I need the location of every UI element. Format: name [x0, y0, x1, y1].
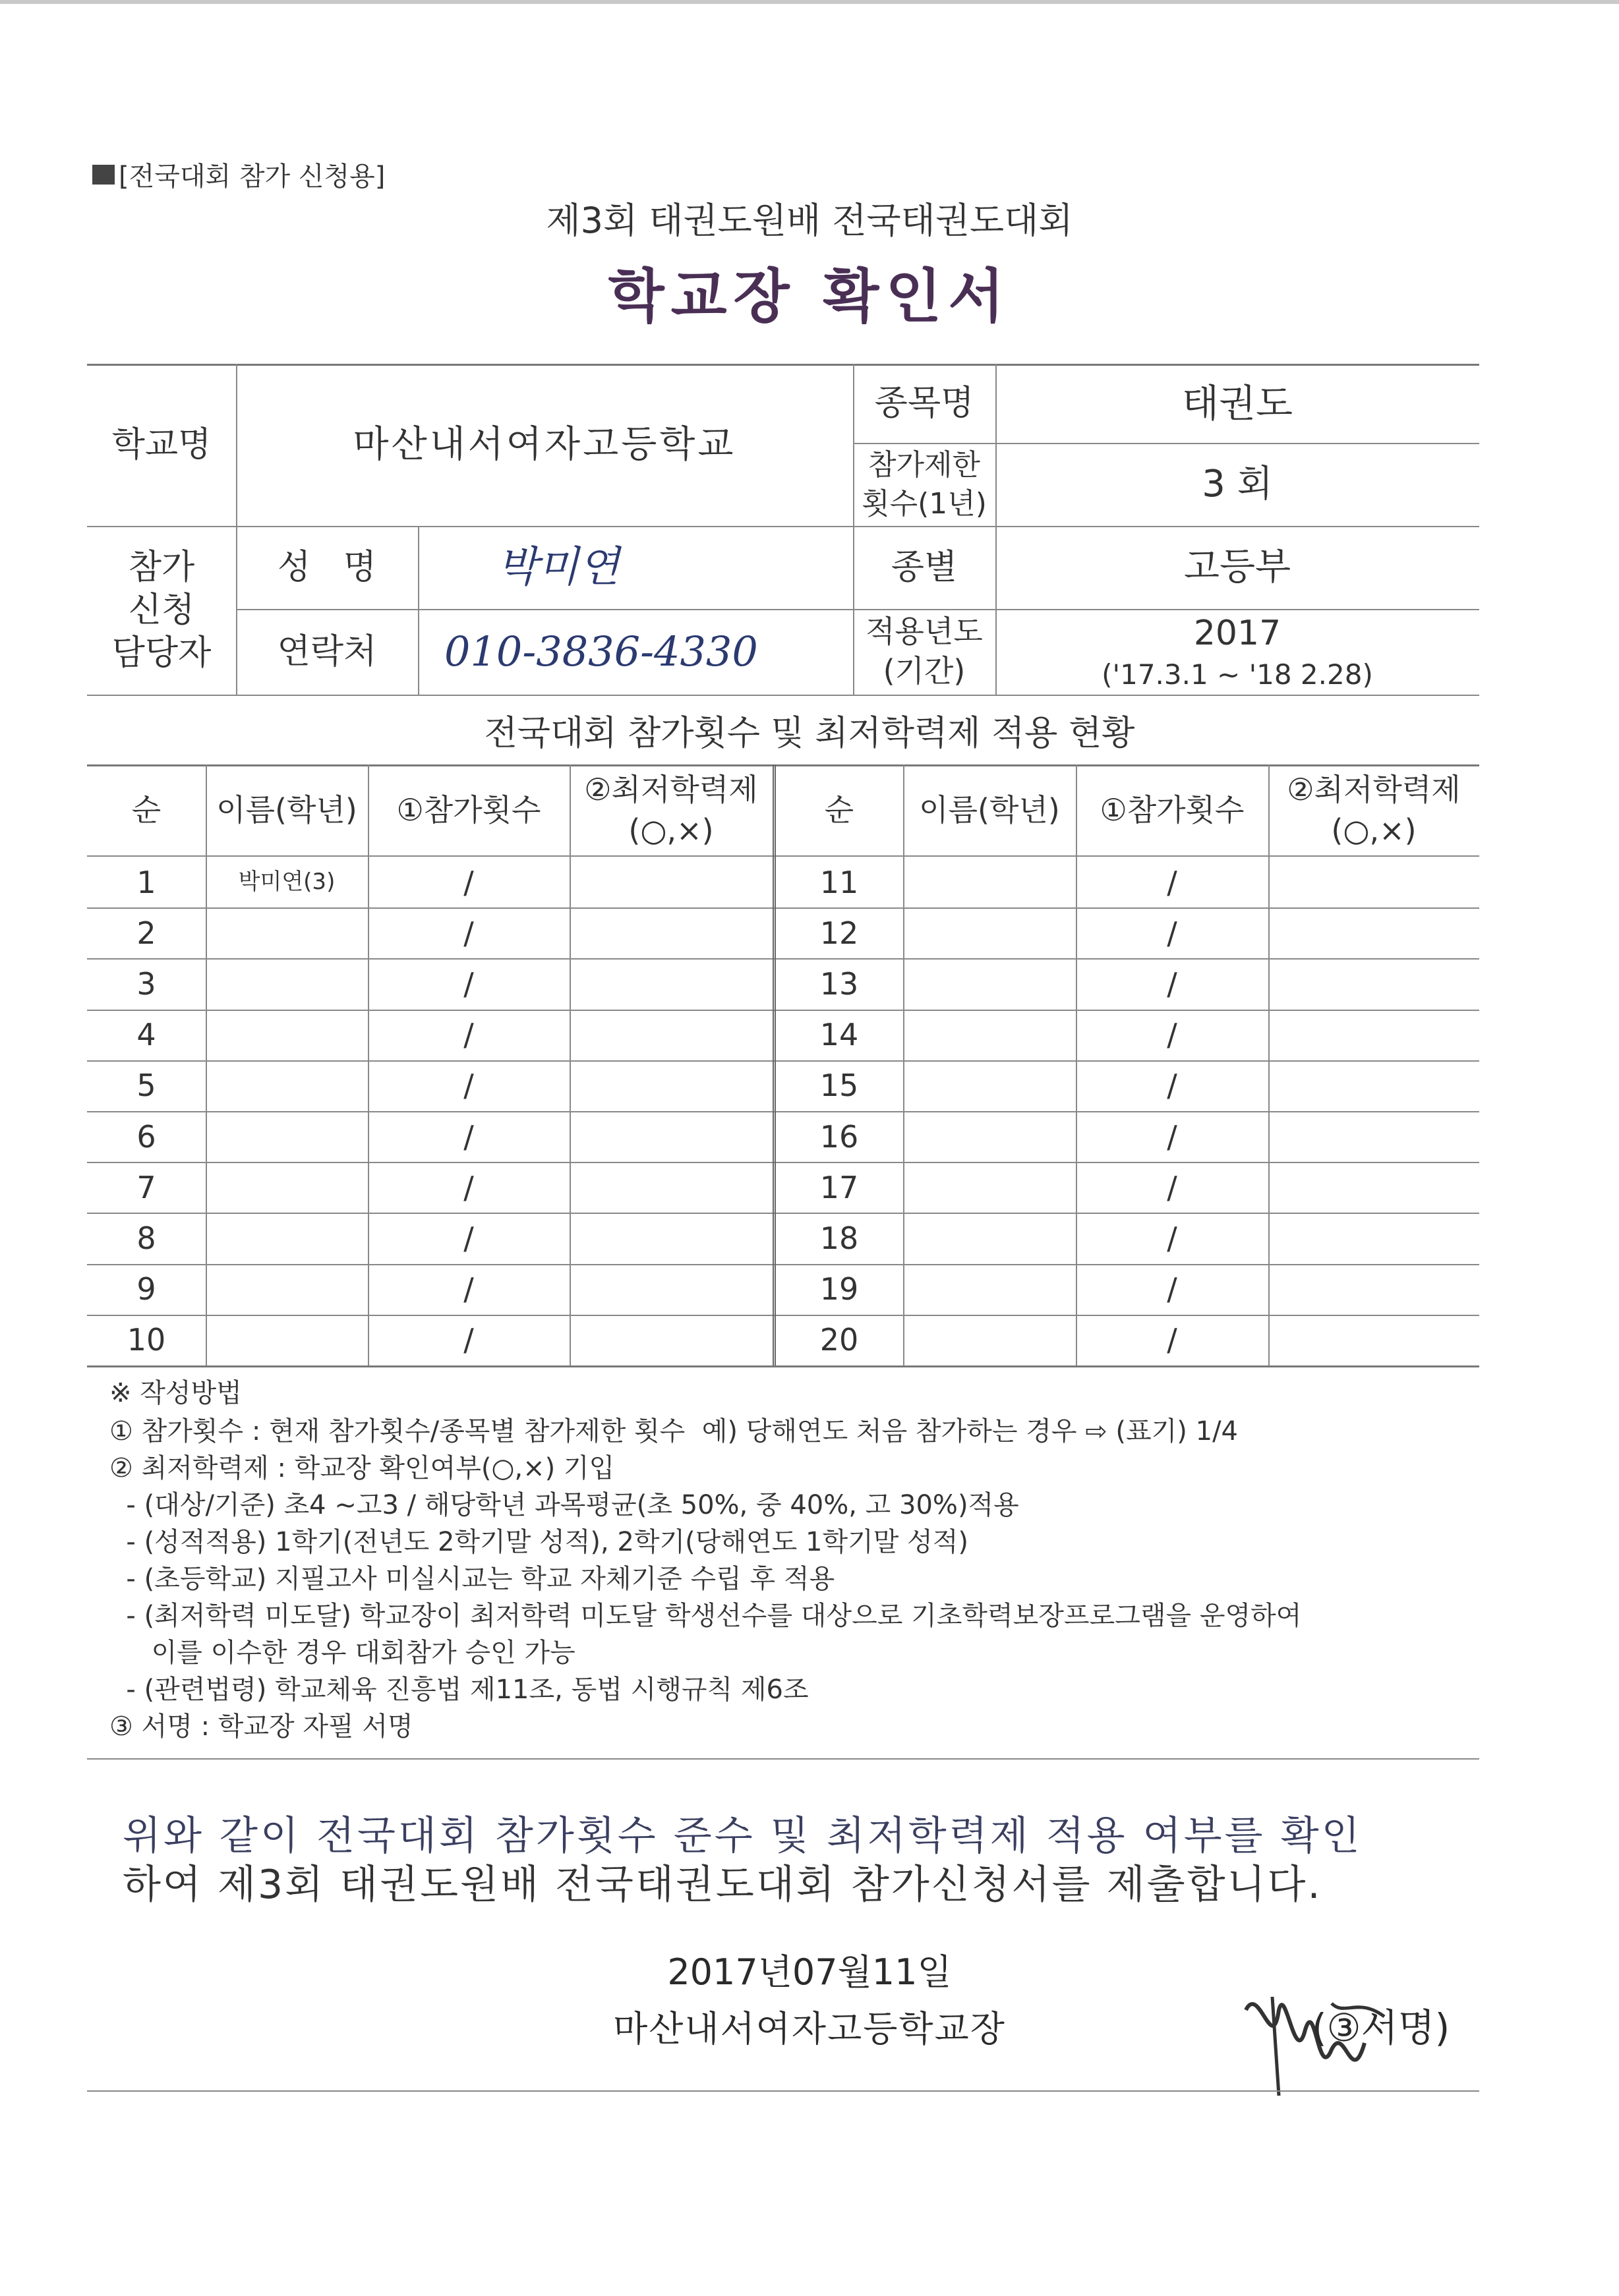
applicant-label: 참가 신청 담당자	[111, 547, 212, 673]
table-cell-no: 17	[819, 1169, 859, 1205]
note-line: - (관련법령) 학교체육 진흥법 제11조, 동법 시행규칙 제6조	[109, 1675, 809, 1705]
confirmation-line-2: 하여 제3회 태권도원배 전국태권도대회 참가신청서를 제출합니다.	[123, 1862, 1322, 1908]
table-cell-count: /	[1167, 1068, 1177, 1104]
note-line: - (대상/기준) 초4 ~고3 / 해당학년 과목평균(초 50%, 중 40%, 고 30%)적용	[109, 1490, 1019, 1520]
table-cell-count: /	[463, 915, 474, 951]
table-cell-count: /	[1167, 1220, 1177, 1256]
form-tag-text: [전국대회 참가 신청용]	[119, 161, 386, 192]
table-cell-name	[903, 1060, 1076, 1111]
table-cell-min	[570, 1162, 773, 1213]
issue-date: 2017년07월11일	[667, 1951, 952, 1993]
note-line: - (최저학력 미도달) 학교장이 최저학력 미도달 학생선수를 대상으로 기초학력보장프로그램을 운영하여	[109, 1601, 1302, 1631]
name-label: 성 명	[277, 547, 377, 587]
header-name: 이름(학년)	[216, 791, 357, 828]
table-cell-no: 13	[819, 965, 859, 1002]
table-cell-no: 7	[136, 1169, 156, 1205]
table-cell-name	[206, 1162, 368, 1213]
header-min-standard: ②최저학력제 (○,×)	[1287, 771, 1461, 848]
table-cell-name	[903, 1213, 1076, 1263]
header-count: ①참가횟수	[1100, 791, 1245, 828]
table-cell-name	[903, 857, 1076, 907]
notes-bottom-rule	[87, 1758, 1479, 1760]
table-cell-count: /	[463, 1322, 474, 1358]
header-name: 이름(학년)	[919, 791, 1060, 828]
table-cell-name	[206, 1315, 368, 1365]
table-cell-name	[206, 907, 368, 958]
table-cell-min	[1268, 857, 1479, 907]
table-cell-name	[903, 1111, 1076, 1162]
top-edge-rule	[0, 0, 1619, 4]
table-cell-name	[206, 1213, 368, 1263]
note-line: ③ 서명 : 학교장 자필 서명	[109, 1711, 413, 1742]
division-value: 고등부	[1183, 546, 1291, 589]
name-value-handwritten: 박미연	[497, 542, 620, 592]
notes-title: ※ 작성방법	[109, 1378, 242, 1408]
header-count: ①참가횟수	[396, 791, 541, 828]
square-bullet-icon	[92, 165, 115, 185]
table-cell-count: /	[463, 965, 474, 1002]
table-cell-name	[903, 1315, 1076, 1365]
header-no: 순	[131, 791, 162, 828]
table-cell-no: 5	[136, 1068, 156, 1104]
period-value: ('17.3.1 ~ '18 2.28)	[1102, 658, 1373, 691]
table-cell-count: /	[1167, 1271, 1177, 1307]
table-cell-min	[570, 1010, 773, 1060]
note-line: 이를 이수한 경우 대회참가 승인 가능	[109, 1638, 575, 1668]
table-cell-min	[1268, 1213, 1479, 1263]
table-cell-no: 8	[136, 1220, 156, 1256]
contact-label: 연락처	[277, 631, 377, 672]
table-cell-min	[1268, 958, 1479, 1009]
document-subtitle: 제3회 태권도원배 전국태권도대회	[546, 200, 1073, 241]
table-cell-name: 박미연(3)	[238, 868, 336, 895]
table-cell-min	[1268, 1264, 1479, 1315]
note-line: ② 최저학력제 : 학교장 확인여부(○,×) 기입	[109, 1453, 615, 1483]
table-cell-no: 4	[136, 1017, 156, 1053]
division-label: 종별	[891, 547, 958, 587]
table-cell-name	[903, 1162, 1076, 1213]
contact-value-handwritten: 010-3836-4330	[444, 627, 758, 676]
table-cell-count: /	[1167, 1118, 1177, 1155]
table-cell-count: /	[1167, 1322, 1177, 1358]
table-cell-count: /	[1167, 915, 1177, 951]
table-cell-name	[903, 1264, 1076, 1315]
form-tag	[92, 156, 385, 193]
table-cell-min	[1268, 1010, 1479, 1060]
limit-label: 참가제한 횟수(1년)	[862, 447, 987, 521]
table-cell-no: 3	[136, 965, 156, 1002]
table-cell-name	[206, 1060, 368, 1111]
table-cell-count: /	[1167, 965, 1177, 1002]
table-cell-min	[570, 1264, 773, 1315]
table-cell-min	[1268, 1111, 1479, 1162]
limit-value: 3 회	[1202, 463, 1273, 506]
table-cell-name	[903, 958, 1076, 1009]
year-cell	[995, 609, 1479, 695]
table-cell-no: 9	[136, 1271, 156, 1307]
table-cell-no: 15	[819, 1068, 859, 1104]
signature-label: (③서명)	[1312, 2005, 1450, 2050]
table-cell-no: 10	[127, 1322, 166, 1358]
table-cell-no: 12	[819, 915, 859, 951]
table-cell-count: /	[463, 1118, 474, 1155]
note-line: ① 참가횟수 : 현재 참가횟수/종목별 참가제한 횟수 예) 당해연도 처음 참가하는 경우 ⇨ (표기) 1/4	[109, 1416, 1239, 1447]
table-cell-count: /	[463, 1169, 474, 1205]
table-cell-no: 2	[136, 915, 156, 951]
table-cell-name	[206, 958, 368, 1009]
table-cell-no: 20	[819, 1322, 859, 1358]
table-cell-min	[1268, 1315, 1479, 1365]
event-label: 종목명	[874, 383, 974, 423]
table-cell-count: /	[463, 1271, 474, 1307]
table-cell-no: 18	[819, 1220, 859, 1256]
note-line: - (성적적용) 1학기(전년도 2학기말 성적), 2학기(당해연도 1학기말 성적)	[109, 1527, 969, 1557]
page-bottom-rule	[87, 2090, 1479, 2092]
table-cell-no: 11	[819, 864, 859, 900]
table-cell-min	[1268, 1060, 1479, 1111]
table-cell-no: 14	[819, 1017, 859, 1053]
table-cell-name	[903, 1010, 1076, 1060]
table-cell-count: /	[463, 1220, 474, 1256]
table-cell-min	[570, 907, 773, 958]
event-value: 태권도	[1181, 380, 1293, 426]
table-cell-no: 1	[136, 864, 156, 900]
table-title: 전국대회 참가횟수 및 최저학력제 적용 현황	[484, 714, 1135, 753]
table-cell-count: /	[1167, 1169, 1177, 1205]
confirmation-line-1: 위와 같이 전국대회 참가횟수 준수 및 최저학력제 적용 여부를 확인	[123, 1813, 1363, 1859]
table-cell-count: /	[463, 864, 474, 900]
table-cell-min	[570, 1315, 773, 1365]
table-cell-count: /	[1167, 864, 1177, 900]
school-value: 마산내서여자고등학교	[353, 423, 736, 467]
table-cell-min	[570, 1060, 773, 1111]
info-row-divider	[87, 695, 1479, 696]
table-cell-name	[206, 1111, 368, 1162]
table-cell-min	[1268, 907, 1479, 958]
table-cell-count: /	[463, 1068, 474, 1104]
school-label: 학교명	[111, 424, 212, 465]
table-cell-min	[570, 857, 773, 907]
header-no: 순	[824, 791, 854, 828]
table-cell-name	[206, 1264, 368, 1315]
document-title: 학교장 확인서	[608, 262, 1011, 330]
year-label: 적용년도 (기간)	[866, 614, 983, 689]
header-min-standard: ②최저학력제 (○,×)	[584, 771, 758, 848]
table-cell-min	[570, 958, 773, 1009]
table-cell-count: /	[1167, 1017, 1177, 1053]
note-line: - (초등학교) 지필고사 미실시교는 학교 자체기준 수립 후 적용	[109, 1564, 835, 1594]
table-cell-no: 6	[136, 1118, 156, 1155]
table-cell-no: 19	[819, 1271, 859, 1307]
table-cell-count: /	[463, 1017, 474, 1053]
year-value: 2017	[1193, 613, 1281, 653]
table-cell-min	[570, 1111, 773, 1162]
table-cell-no: 16	[819, 1118, 859, 1155]
table-cell-min	[570, 1213, 773, 1263]
table-cell-name	[903, 907, 1076, 958]
table-bottom-rule	[87, 1365, 1479, 1367]
table-cell-min	[1268, 1162, 1479, 1213]
table-cell-name	[206, 1010, 368, 1060]
signer-title: 마산내서여자고등학교장	[613, 2008, 1006, 2050]
